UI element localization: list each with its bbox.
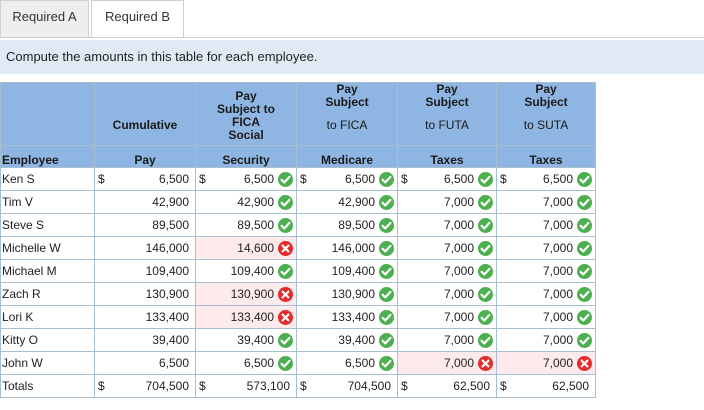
totals-label: Totals [1, 375, 95, 398]
table-row [1, 214, 596, 237]
currency-symbol: $ [500, 379, 507, 393]
cell-medicare[interactable] [297, 214, 398, 237]
value-social: 89,500 [237, 218, 274, 232]
cell-social[interactable] [196, 214, 297, 237]
totals-row [1, 375, 596, 398]
cell-pay [95, 352, 196, 375]
x-icon [278, 287, 293, 302]
value-futa: 7,000 [443, 333, 474, 347]
cell-social[interactable] [196, 352, 297, 375]
cell-pay [95, 191, 196, 214]
cell-pay [95, 283, 196, 306]
value-medicare: 146,000 [331, 241, 375, 255]
check-icon [478, 287, 493, 302]
cell-social[interactable] [196, 306, 297, 329]
value-total-futa: 62,500 [453, 379, 490, 393]
value-pay: 130,900 [145, 287, 189, 301]
cell-social[interactable] [196, 237, 297, 260]
table-row [1, 191, 596, 214]
x-icon [278, 241, 293, 256]
currency-symbol: $ [401, 172, 408, 186]
cell-total-futa [398, 375, 497, 398]
cell-social[interactable] [196, 329, 297, 352]
value-suta: 6,500 [542, 172, 573, 186]
value-pay: 89,500 [152, 218, 189, 232]
value-pay: 42,900 [152, 195, 189, 209]
cell-suta[interactable] [497, 237, 596, 260]
employee-name: Zach R [1, 283, 95, 306]
cell-futa[interactable] [398, 329, 497, 352]
currency-symbol: $ [199, 172, 206, 186]
currency-symbol: $ [401, 379, 408, 393]
cell-total-suta [497, 375, 596, 398]
cell-social[interactable] [196, 283, 297, 306]
value-medicare: 89,500 [338, 218, 375, 232]
value-social: 109,400 [230, 264, 274, 278]
cell-suta[interactable] [497, 168, 596, 191]
check-icon [478, 195, 493, 210]
check-icon [577, 333, 592, 348]
check-icon [278, 172, 293, 187]
check-icon [379, 333, 394, 348]
cell-social[interactable] [196, 260, 297, 283]
check-icon [577, 195, 592, 210]
check-icon [577, 264, 592, 279]
cell-medicare[interactable] [297, 352, 398, 375]
cell-medicare[interactable] [297, 260, 398, 283]
value-suta: 7,000 [542, 356, 573, 370]
cell-medicare[interactable] [297, 283, 398, 306]
cell-pay [95, 237, 196, 260]
value-suta: 7,000 [542, 310, 573, 324]
cell-pay [95, 329, 196, 352]
value-social: 39,400 [237, 333, 274, 347]
value-social: 6,500 [243, 172, 274, 186]
cell-medicare[interactable] [297, 329, 398, 352]
check-icon [577, 172, 592, 187]
header-employee-top [1, 83, 95, 146]
check-icon [478, 264, 493, 279]
x-icon [278, 310, 293, 325]
cell-suta[interactable] [497, 214, 596, 237]
cell-total-pay [95, 375, 196, 398]
header-social-security: Security [196, 146, 297, 168]
cell-social[interactable] [196, 191, 297, 214]
value-total-medicare: 704,500 [347, 379, 391, 393]
cell-medicare[interactable] [297, 168, 398, 191]
x-icon [577, 356, 592, 371]
check-icon [379, 172, 394, 187]
cell-pay [95, 168, 196, 191]
cell-suta[interactable] [497, 329, 596, 352]
instruction-text: Compute the amounts in this table for each employee. [6, 49, 318, 64]
currency-symbol: $ [300, 172, 307, 186]
cell-futa[interactable] [398, 191, 497, 214]
cell-suta[interactable] [497, 306, 596, 329]
cell-futa[interactable] [398, 168, 497, 191]
value-medicare: 130,900 [331, 287, 375, 301]
tab-bar [0, 0, 704, 38]
header-futa: Pay Subject to FUTA [398, 83, 497, 146]
check-icon [478, 333, 493, 348]
value-medicare: 6,500 [344, 356, 375, 370]
cell-futa[interactable] [398, 237, 497, 260]
currency-symbol: $ [300, 379, 307, 393]
currency-symbol: $ [98, 172, 105, 186]
check-icon [577, 241, 592, 256]
check-icon [379, 241, 394, 256]
cell-medicare[interactable] [297, 306, 398, 329]
check-icon [577, 287, 592, 302]
table-row [1, 168, 596, 191]
value-social: 130,900 [230, 287, 274, 301]
value-social: 133,400 [230, 310, 274, 324]
header-employee: Employee [1, 146, 95, 168]
check-icon [278, 264, 293, 279]
instruction-bar [0, 40, 704, 74]
value-pay: 6,500 [158, 172, 189, 186]
check-icon [577, 218, 592, 233]
cell-medicare[interactable] [297, 191, 398, 214]
payroll-table [0, 82, 596, 398]
currency-symbol: $ [500, 172, 507, 186]
check-icon [379, 287, 394, 302]
check-icon [379, 195, 394, 210]
value-suta: 7,000 [542, 333, 573, 347]
cell-social[interactable] [196, 168, 297, 191]
value-pay: 133,400 [145, 310, 189, 324]
value-futa: 7,000 [443, 356, 474, 370]
cell-pay [95, 260, 196, 283]
x-icon [478, 356, 493, 371]
table-row [1, 260, 596, 283]
cell-total-social [196, 375, 297, 398]
employee-name: Steve S [1, 214, 95, 237]
value-futa: 7,000 [443, 195, 474, 209]
check-icon [379, 264, 394, 279]
header-fica-social: Pay Subject to FICA Social [196, 83, 297, 146]
cell-futa[interactable] [398, 283, 497, 306]
cell-total-medicare [297, 375, 398, 398]
value-pay: 109,400 [145, 264, 189, 278]
tab-required-a[interactable]: Required A [0, 0, 89, 37]
table-row [1, 283, 596, 306]
header-medicare: Medicare [297, 146, 398, 168]
value-medicare: 6,500 [344, 172, 375, 186]
cell-pay [95, 306, 196, 329]
value-social: 6,500 [243, 356, 274, 370]
check-icon [478, 310, 493, 325]
check-icon [379, 356, 394, 371]
cell-futa[interactable] [398, 214, 497, 237]
value-futa: 7,000 [443, 264, 474, 278]
value-social: 14,600 [237, 241, 274, 255]
table-row [1, 306, 596, 329]
employee-name: Michelle W [1, 237, 95, 260]
table-row [1, 352, 596, 375]
cell-medicare[interactable] [297, 237, 398, 260]
check-icon [478, 218, 493, 233]
value-suta: 7,000 [542, 264, 573, 278]
header-suta-taxes: Taxes [497, 146, 596, 168]
check-icon [379, 310, 394, 325]
value-medicare: 133,400 [331, 310, 375, 324]
tab-required-b[interactable]: Required B [91, 0, 184, 37]
value-total-suta: 62,500 [552, 379, 589, 393]
header-suta: Pay Subject to SUTA [497, 83, 596, 146]
employee-name: Lori K [1, 306, 95, 329]
header-futa-taxes: Taxes [398, 146, 497, 168]
check-icon [478, 172, 493, 187]
check-icon [278, 333, 293, 348]
value-futa: 7,000 [443, 310, 474, 324]
check-icon [278, 356, 293, 371]
check-icon [278, 195, 293, 210]
value-suta: 7,000 [542, 241, 573, 255]
cell-futa[interactable] [398, 306, 497, 329]
cell-suta[interactable] [497, 191, 596, 214]
value-medicare: 109,400 [331, 264, 375, 278]
value-suta: 7,000 [542, 287, 573, 301]
table-row [1, 237, 596, 260]
value-pay: 6,500 [158, 356, 189, 370]
value-social: 42,900 [237, 195, 274, 209]
header-pay: Pay [95, 146, 196, 168]
value-medicare: 39,400 [338, 333, 375, 347]
value-pay: 146,000 [145, 241, 189, 255]
value-futa: 7,000 [443, 241, 474, 255]
value-total-social: 573,100 [246, 379, 290, 393]
header-fica-medicare: Pay Subject to FICA [297, 83, 398, 146]
value-medicare: 42,900 [338, 195, 375, 209]
employee-name: John W [1, 352, 95, 375]
cell-pay [95, 214, 196, 237]
cell-suta[interactable] [497, 283, 596, 306]
employee-name: Tim V [1, 191, 95, 214]
value-futa: 7,000 [443, 218, 474, 232]
value-futa: 7,000 [443, 287, 474, 301]
check-icon [278, 218, 293, 233]
currency-symbol: $ [199, 379, 206, 393]
value-pay: 39,400 [152, 333, 189, 347]
header-cumulative: Cumulative [95, 83, 196, 146]
employee-name: Kitty O [1, 329, 95, 352]
cell-suta[interactable] [497, 352, 596, 375]
value-total-pay: 704,500 [145, 379, 189, 393]
employee-name: Ken S [1, 168, 95, 191]
value-futa: 6,500 [443, 172, 474, 186]
check-icon [577, 310, 592, 325]
table-row [1, 329, 596, 352]
cell-futa[interactable] [398, 352, 497, 375]
value-suta: 7,000 [542, 218, 573, 232]
check-icon [379, 218, 394, 233]
cell-futa[interactable] [398, 260, 497, 283]
employee-name: Michael M [1, 260, 95, 283]
currency-symbol: $ [98, 379, 105, 393]
cell-suta[interactable] [497, 260, 596, 283]
check-icon [478, 241, 493, 256]
value-suta: 7,000 [542, 195, 573, 209]
tab-divider [0, 37, 704, 38]
